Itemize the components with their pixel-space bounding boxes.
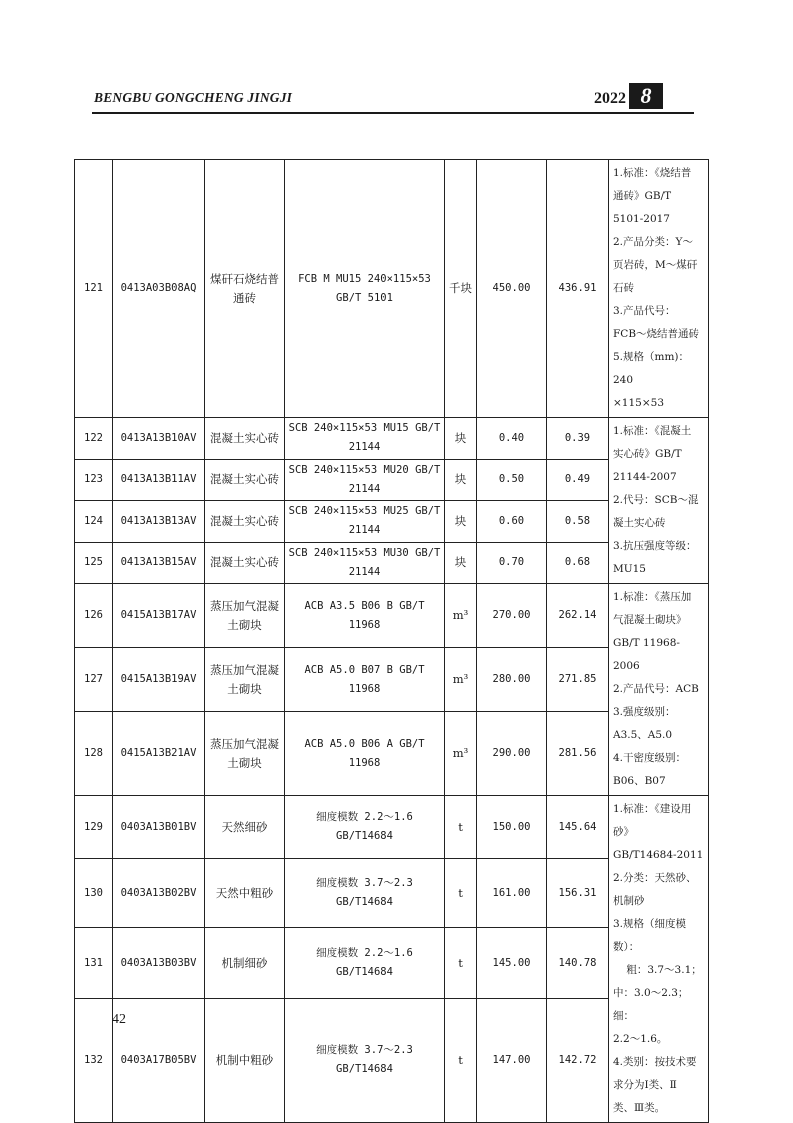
remark-line: 3.规格（细度模 [613,918,687,930]
item-spec: 细度模数 2.2～1.6 GB/T14684 [285,928,445,998]
item-name: 蒸压加气混凝土砌块 [205,584,285,648]
remarks-cell [609,584,709,796]
remark-line: 2.产品分类：Y～ [613,236,693,248]
price-table [74,159,709,1123]
price-tax-incl: 270.00 [477,584,547,648]
remark-line: 1.标准：《烧结普 [613,167,692,179]
price-tax-excl: 0.49 [547,459,609,501]
remark-line: 气混凝土砌块》 [613,614,687,626]
item-name: 混凝土实心砖 [205,418,285,460]
item-unit: t [445,998,477,1122]
item-spec: 细度模数 2.2～1.6 GB/T14684 [285,796,445,859]
item-code: 0403A13B02BV [113,859,205,928]
item-name: 蒸压加气混凝土砌块 [205,648,285,712]
remark-line: 2.分类：天然砂、 [613,872,697,884]
price-tax-excl: 0.39 [547,418,609,460]
item-code: 0403A13B03BV [113,928,205,998]
row-number: 127 [75,648,113,712]
remark-line: 中：3.0～2.3；细： [613,987,689,1022]
item-code: 0413A13B10AV [113,418,205,460]
price-tax-incl: 280.00 [477,648,547,712]
item-unit: t [445,796,477,859]
remark-line: A3.5、A5.0 [613,729,673,741]
item-unit: m³ [445,648,477,712]
row-number: 131 [75,928,113,998]
remark-line: ×115×53 [613,397,664,409]
item-name: 机制中粗砂 [205,998,285,1122]
item-spec: SCB 240×115×53 MU15 GB/T 21144 [285,418,445,460]
table-row [75,584,709,648]
item-code: 0413A13B15AV [113,542,205,584]
price-tax-incl: 0.60 [477,501,547,543]
price-tax-incl: 0.70 [477,542,547,584]
price-tax-incl: 450.00 [477,160,547,418]
item-spec: 细度模数 3.7～2.3 GB/T14684 [285,998,445,1122]
header-issue-badge: 8 [629,83,663,109]
item-name: 混凝土实心砖 [205,542,285,584]
price-tax-incl: 147.00 [477,998,547,1122]
remark-line: 砂》 [613,826,634,838]
remark-line: 实心砖》GB/T [613,448,682,460]
remark-line: 5.规格（mm)：240 [613,351,690,386]
price-tax-excl: 271.85 [547,648,609,712]
table-row [75,160,709,418]
row-number: 125 [75,542,113,584]
item-spec: FCB M MU15 240×115×53 GB/T 5101 [285,160,445,418]
item-name: 天然中粗砂 [205,859,285,928]
journal-title: BENGBU GONGCHENG JINGJI [94,90,293,105]
remark-line: 4.类别：按技术要 [613,1056,697,1068]
item-unit: 块 [445,501,477,543]
item-name: 机制细砂 [205,928,285,998]
item-name: 混凝土实心砖 [205,501,285,543]
item-code: 0413A03B08AQ [113,160,205,418]
item-code: 0413A13B13AV [113,501,205,543]
remarks-cell [609,796,709,1123]
remark-line: FCB～烧结普通砖 [613,328,700,340]
remark-line: 3.强度级别： [613,706,676,718]
remark-line: 3.产品代号： [613,305,676,317]
remark-line: 粗：3.7～3.1； [613,964,702,976]
remarks-cell [609,418,709,584]
row-number: 126 [75,584,113,648]
price-tax-incl: 145.00 [477,928,547,998]
price-tax-excl: 142.72 [547,998,609,1122]
item-spec: 细度模数 3.7～2.3 GB/T14684 [285,859,445,928]
price-tax-incl: 290.00 [477,712,547,796]
row-number: 129 [75,796,113,859]
item-unit: 块 [445,542,477,584]
table-row [75,796,709,859]
price-tax-incl: 161.00 [477,859,547,928]
remark-line: 页岩砖，M～煤矸 [613,259,698,271]
remarks-cell [609,160,709,418]
item-code: 0415A13B19AV [113,648,205,712]
item-unit: 块 [445,459,477,501]
item-name: 混凝土实心砖 [205,459,285,501]
item-spec: ACB A3.5 B06 B GB/T 11968 [285,584,445,648]
price-tax-incl: 150.00 [477,796,547,859]
remark-line: 3.抗压强度等级： [613,540,697,552]
item-unit: 千块 [445,160,477,418]
remark-line: 1.标准：《建设用 [613,803,692,815]
row-number: 122 [75,418,113,460]
remark-line: 5101-2017 [613,213,670,225]
price-tax-incl: 0.40 [477,418,547,460]
item-unit: 块 [445,418,477,460]
item-code: 0415A13B17AV [113,584,205,648]
item-name: 天然细砂 [205,796,285,859]
item-spec: ACB A5.0 B07 B GB/T 11968 [285,648,445,712]
remark-line: 数）： [613,941,640,953]
remark-line: MU15 [613,563,646,575]
remark-line: B06、B07 [613,775,666,787]
remark-line: 1.标准：《蒸压加 [613,591,692,603]
price-tax-excl: 281.56 [547,712,609,796]
remark-line: 2.2～1.6。 [613,1033,668,1045]
row-number: 130 [75,859,113,928]
price-tax-excl: 262.14 [547,584,609,648]
item-code: 0413A13B11AV [113,459,205,501]
item-name: 蒸压加气混凝土砌块 [205,712,285,796]
item-code: 0403A17B05BV [113,998,205,1122]
row-number: 124 [75,501,113,543]
remark-line: 21144-2007 [613,471,677,483]
remark-line: 2.代号：SCB～混 [613,494,699,506]
price-tax-excl: 156.31 [547,859,609,928]
item-spec: SCB 240×115×53 MU30 GB/T 21144 [285,542,445,584]
remark-line: 1.标准：《混凝土 [613,425,692,437]
row-number: 132 [75,998,113,1122]
table-row [75,418,709,460]
remark-line: 通砖》GB/T [613,190,672,202]
remark-line: 凝土实心砖 [613,517,666,529]
price-tax-excl: 140.78 [547,928,609,998]
remark-line: 2.产品代号：ACB [613,683,699,695]
page-number: 42 [112,1012,126,1027]
item-unit: m³ [445,584,477,648]
remark-line: GB/T14684-2011 [613,849,704,861]
item-unit: m³ [445,712,477,796]
remark-line: 类、Ⅲ类。 [613,1102,666,1114]
item-spec: ACB A5.0 B06 A GB/T 11968 [285,712,445,796]
price-tax-excl: 145.64 [547,796,609,859]
remark-line: GB/T 11968-2006 [613,637,680,672]
remark-line: 求分为Ⅰ类、Ⅱ [613,1079,677,1091]
price-tax-excl: 0.58 [547,501,609,543]
remark-line: 4.干密度级别： [613,752,687,764]
price-tax-excl: 436.91 [547,160,609,418]
row-number: 128 [75,712,113,796]
remark-line: 石砖 [613,282,634,294]
header-year: 2022 [594,90,626,107]
item-unit: t [445,928,477,998]
item-code: 0403A13B01BV [113,796,205,859]
row-number: 121 [75,160,113,418]
price-tax-excl: 0.68 [547,542,609,584]
header-rule [92,112,694,114]
item-spec: SCB 240×115×53 MU25 GB/T 21144 [285,501,445,543]
item-unit: t [445,859,477,928]
item-spec: SCB 240×115×53 MU20 GB/T 21144 [285,459,445,501]
price-tax-incl: 0.50 [477,459,547,501]
remark-line: 机制砂 [613,895,645,907]
item-code: 0415A13B21AV [113,712,205,796]
item-name: 煤矸石烧结普通砖 [205,160,285,418]
row-number: 123 [75,459,113,501]
